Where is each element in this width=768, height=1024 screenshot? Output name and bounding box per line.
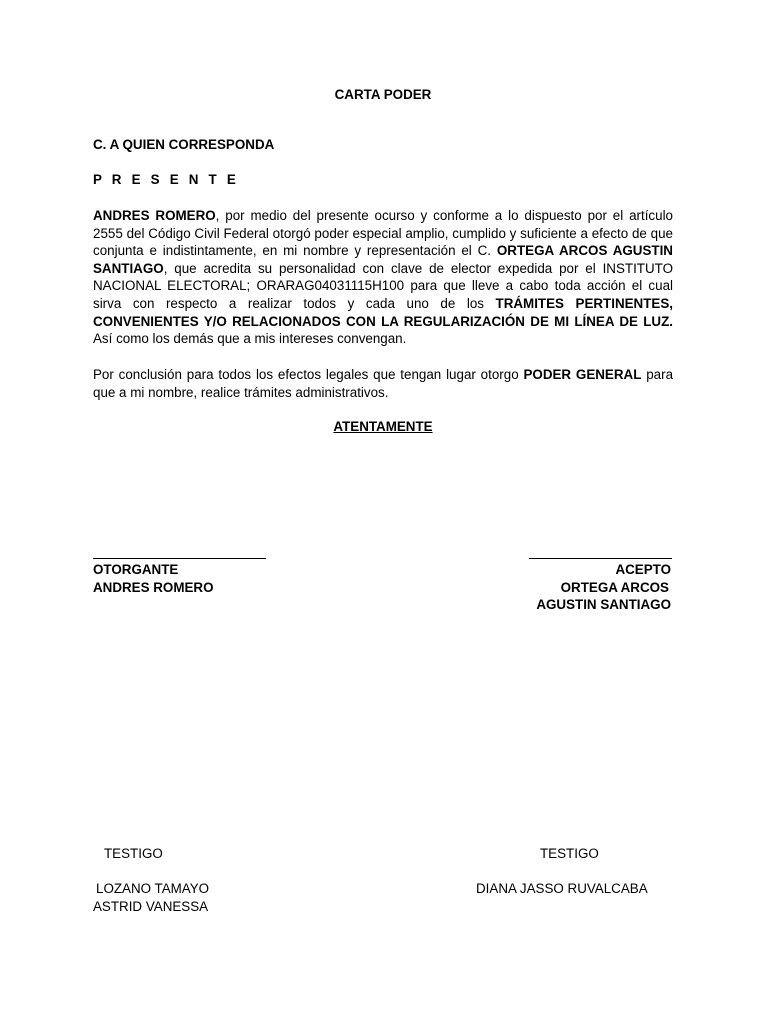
procedures-text: TRÁMITES PERTINENTES, CONVENIENTES Y/O RELACIONADOS CON LA REGULARIZACIÓN DE MI LÍNEA DE LUZ. <box>93 295 673 329</box>
paragraph-1-text-1: , por medio del presente ocurso y conforme a lo dispuesto por el artículo 2555 del Código Civil Federal otorgó poder especial amplio, cumplido y suficiente a efecto de que conjunta e indistintamente, en mi nombre y representación el C. <box>93 208 673 259</box>
signature-line-grantor <box>93 558 266 559</box>
document-title: CARTA PODER <box>334 87 432 102</box>
paragraph-1-text-3: Así como los demás que a mis intereses convengan. <box>93 331 407 347</box>
witness-left-title: TESTIGO <box>104 846 163 861</box>
paragraph-2-text-2: para que a mi nombre, realice trámites administrativos. <box>93 367 674 400</box>
body-paragraph-2 <box>93 366 673 401</box>
paragraph-1-text-2: , que acredita su personalidad con clave de elector expedida por el INSTITUTO NACIONAL ELECTORAL; ORARAG04031115H100 para que lleve a cabo toda acción el cual sirva con respecto a realizar todos y cada uno de los <box>93 260 673 311</box>
witness-left-name <box>93 880 209 915</box>
witness-right-title: TESTIGO <box>540 846 599 861</box>
signature-line-grantee <box>529 558 672 559</box>
addressee: C. A QUIEN CORRESPONDA <box>93 137 275 152</box>
witness-right-name: DIANA JASSO RUVALCABA <box>476 881 648 896</box>
witness-left-name-line-1: LOZANO TAMAYO <box>96 881 210 896</box>
grantor-signature-name: ANDRES ROMERO <box>93 579 214 595</box>
presente-heading: P R E S E N T E <box>93 172 239 187</box>
signature-block-grantee <box>420 561 671 614</box>
general-power-text: PODER GENERAL <box>523 367 642 382</box>
closing-atentamente: ATENTAMENTE <box>333 419 433 434</box>
grantor-role: OTORGANTE <box>93 562 179 577</box>
witness-left-name-line-2: ASTRID VANESSA <box>93 898 209 914</box>
body-paragraph-1 <box>93 207 673 348</box>
grantee-role: ACEPTO <box>615 562 671 577</box>
grantor-name: ANDRES ROMERO <box>93 208 216 223</box>
signature-block-grantor <box>93 561 214 596</box>
grantee-name: ORTEGA ARCOS AGUSTIN SANTIAGO <box>93 243 673 276</box>
grantee-signature-name-line-2: AGUSTIN SANTIAGO <box>536 597 671 613</box>
paragraph-2-text-1: Por conclusión para todos los efectos legales que tengan lugar otorgo <box>93 367 524 382</box>
grantee-signature-name-line-1: ORTEGA ARCOS <box>560 579 669 595</box>
